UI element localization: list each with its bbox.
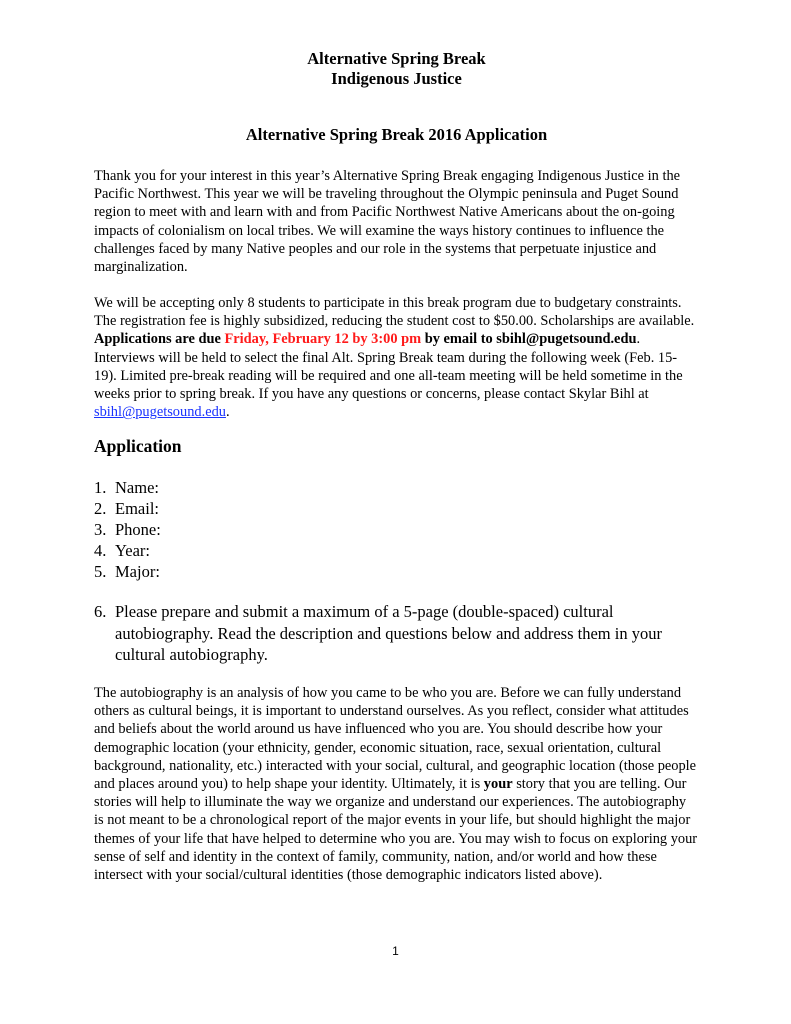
autobio-text-2: story that you are telling. Our stories will help to illuminate the way we organize and understand our experiences. The autobiography is not meant to be a chronological report of the major events in your life, but should highlight the major themes of your life that have helped to determine who you are. You may wish to focus on exploring your sense of self and identity in the context of family, community, nation, and/or world and how these intersect with your social/cultural identities (those demographic indicators listed above). [94, 776, 698, 884]
list-number: 5. [94, 562, 107, 581]
contact-email-link[interactable]: sbihl@pugetsound.edu [94, 404, 226, 421]
application-heading: Application [94, 436, 182, 456]
major-field-label: Major: [115, 562, 160, 581]
application-fields-list [94, 477, 161, 582]
list-number: 2. [94, 499, 107, 518]
list-item [94, 477, 161, 498]
email-field-label: Email: [115, 499, 159, 518]
list-item [94, 561, 161, 582]
page-number: 1 [392, 944, 399, 958]
list-item [94, 498, 161, 519]
header-line-1: Alternative Spring Break [307, 49, 486, 68]
question-6 [94, 601, 699, 666]
details-paragraph [94, 294, 699, 421]
list-number: 4. [94, 541, 107, 560]
applications-due-label: Applications are due [94, 331, 225, 348]
autobiography-paragraph [94, 684, 699, 884]
phone-field-label: Phone: [115, 520, 161, 539]
details-end: . [225, 404, 230, 421]
document-title: Alternative Spring Break 2016 Application [245, 125, 548, 144]
list-item [94, 540, 161, 561]
deadline-text: Friday, February 12 by 3:00 pm [224, 331, 422, 348]
details-text-2: . Interviews will be held to select the final Alt. Spring Break team during the following week (Feb. 15-19). Limited pre-break reading will be required and one all-team meeting will be held sometime in the weeks prior to spring break. If you have any questions or concerns, please contact Skylar Bihl at [94, 331, 683, 403]
intro-paragraph: Thank you for your interest in this year’s Alternative Spring Break engaging Indigenous Justice in the Pacific Northwest. This year we will be traveling throughout the Olympic peninsula and Puget Sound region to meet with and learn with and from Pacific Northwest Native Americans about the on-going impacts of colonialism on local tribes. We will examine the ways history continues to influence the challenges faced by many Native peoples and our role in the systems that perpetuate injustice and marginalization. [94, 168, 681, 276]
year-field-label: Year: [115, 541, 150, 560]
list-number: 3. [94, 520, 107, 539]
submit-by-email-text: by email to sbihl@pugetsound.edu [421, 331, 637, 348]
list-number: 6. [94, 602, 107, 621]
header-line-2: Indigenous Justice [331, 69, 462, 88]
question-6-text: Please prepare and submit a maximum of a 5-page (double-spaced) cultural autobiography. Read the description and questions below and address them in your cultural autobiography. [115, 602, 662, 664]
autobio-emphasis: your [483, 776, 513, 793]
details-text-1: We will be accepting only 8 students to participate in this break program due to budgetary constraints. The registration fee is highly subsidized, reducing the student cost to $50.00. Scholarships are available. [94, 295, 695, 330]
list-number: 1. [94, 478, 107, 497]
name-field-label: Name: [115, 478, 159, 497]
autobio-text-1: The autobiography is an analysis of how you came to be who you are. Before we can fully understand others as cultural beings, it is important to understand ourselves. As you reflect, consider what attitudes and beliefs about the world around us have influenced who you are. You should describe how your demographic location (your ethnicity, gender, economic situation, race, sexual orientation, cultural background, nationality, etc.) interacted with your social, cultural, and geographic location (those people and places around you) to help shape your identity. Ultimately, it is [94, 685, 697, 793]
list-item [94, 519, 161, 540]
